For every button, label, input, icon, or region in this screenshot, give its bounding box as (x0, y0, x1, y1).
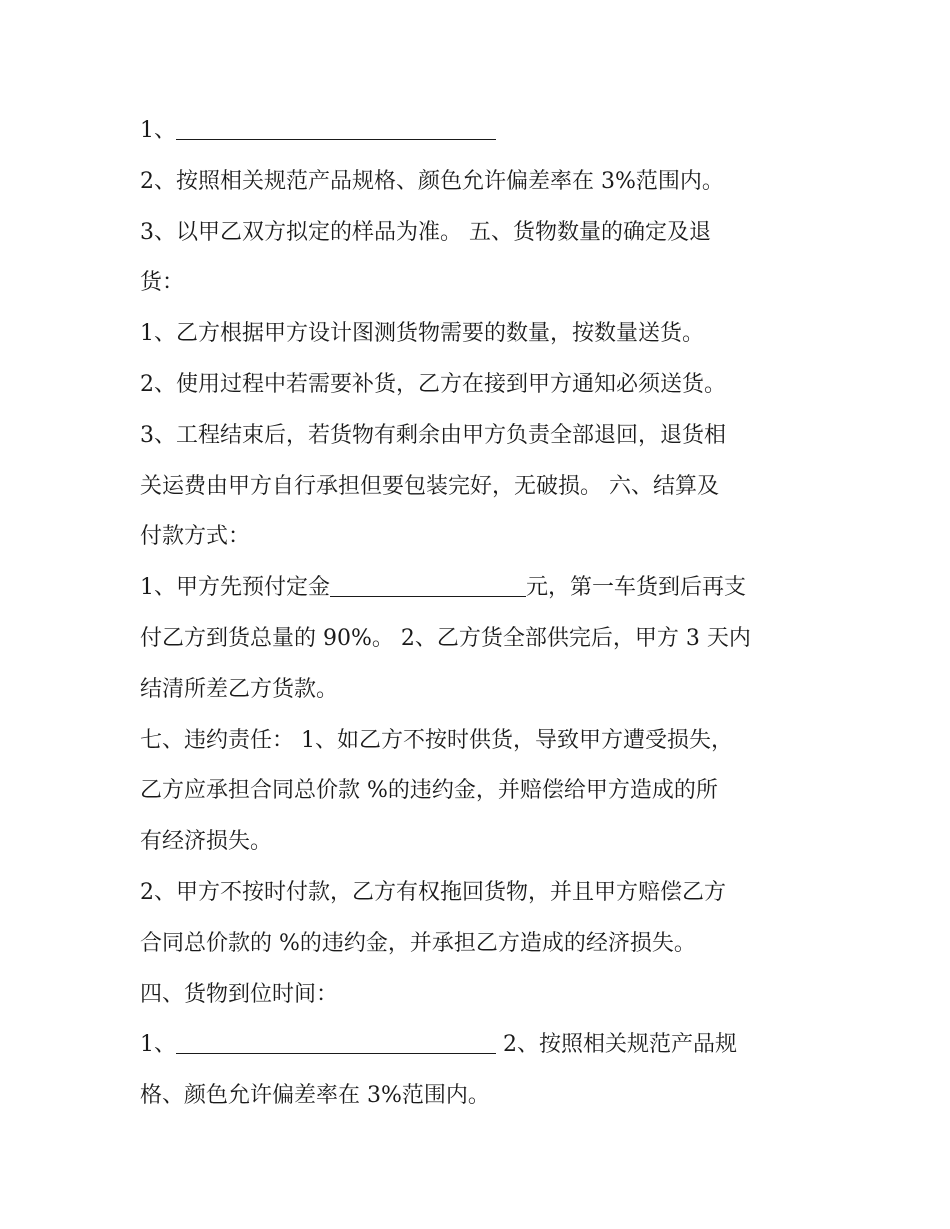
text-line: 关运费由甲方自行承担但要包装完好，无破损。 六、结算及 (140, 473, 719, 499)
line-text: 1、甲方先预付定金 (140, 575, 330, 601)
line-text: 1、 (140, 118, 176, 143)
text-line: 货： (140, 270, 185, 296)
document-page (140, 106, 820, 1122)
fill-in-blank (176, 1031, 496, 1054)
text-line: 四、货物到位时间： (140, 981, 339, 1007)
line-text: 元，第一车货到后再支 (526, 575, 747, 601)
text-line: 2、甲方不按时付款，乙方有权拖回货物，并且甲方赔偿乙方 (140, 879, 726, 905)
text-line (140, 563, 820, 614)
fill-in-blank (176, 117, 496, 140)
line-text: 2、按照相关规范产品规 (496, 1032, 737, 1058)
text-line: 七、违约责任： 1、如乙方不按时供货，导致甲方遭受损失， (140, 727, 733, 753)
text-line (140, 106, 820, 157)
text-line: 乙方应承担合同总价款 %的违约金，并赔偿给甲方造成的所 (140, 778, 718, 804)
text-line: 结清所差乙方货款。 (140, 676, 339, 702)
text-line: 格、颜色允许偏差率在 3%范围内。 (140, 1083, 490, 1109)
text-line: 3、工程结束后，若货物有剩余由甲方负责全部退回，退货相 (140, 422, 726, 448)
line-text: 1、 (140, 1032, 176, 1058)
text-line: 2、按照相关规范产品规格、颜色允许偏差率在 3%范围内。 (140, 168, 724, 194)
text-line: 付乙方到货总量的 90%。 2、乙方货全部供完后，甲方 3 天内 (140, 625, 751, 651)
text-line: 合同总价款的 %的违约金，并承担乙方造成的经济损失。 (140, 930, 696, 956)
text-line: 3、以甲乙双方拟定的样品为准。 五、货物数量的确定及退 (140, 219, 711, 245)
fill-in-blank (330, 574, 526, 597)
text-line: 有经济损失。 (140, 829, 273, 855)
text-line: 1、乙方根据甲方设计图测货物需要的数量，按数量送货。 (140, 321, 704, 347)
text-line (140, 1020, 820, 1071)
text-line: 2、使用过程中若需要补货，乙方在接到甲方通知必须送货。 (140, 371, 726, 397)
text-line: 付款方式： (140, 524, 251, 550)
